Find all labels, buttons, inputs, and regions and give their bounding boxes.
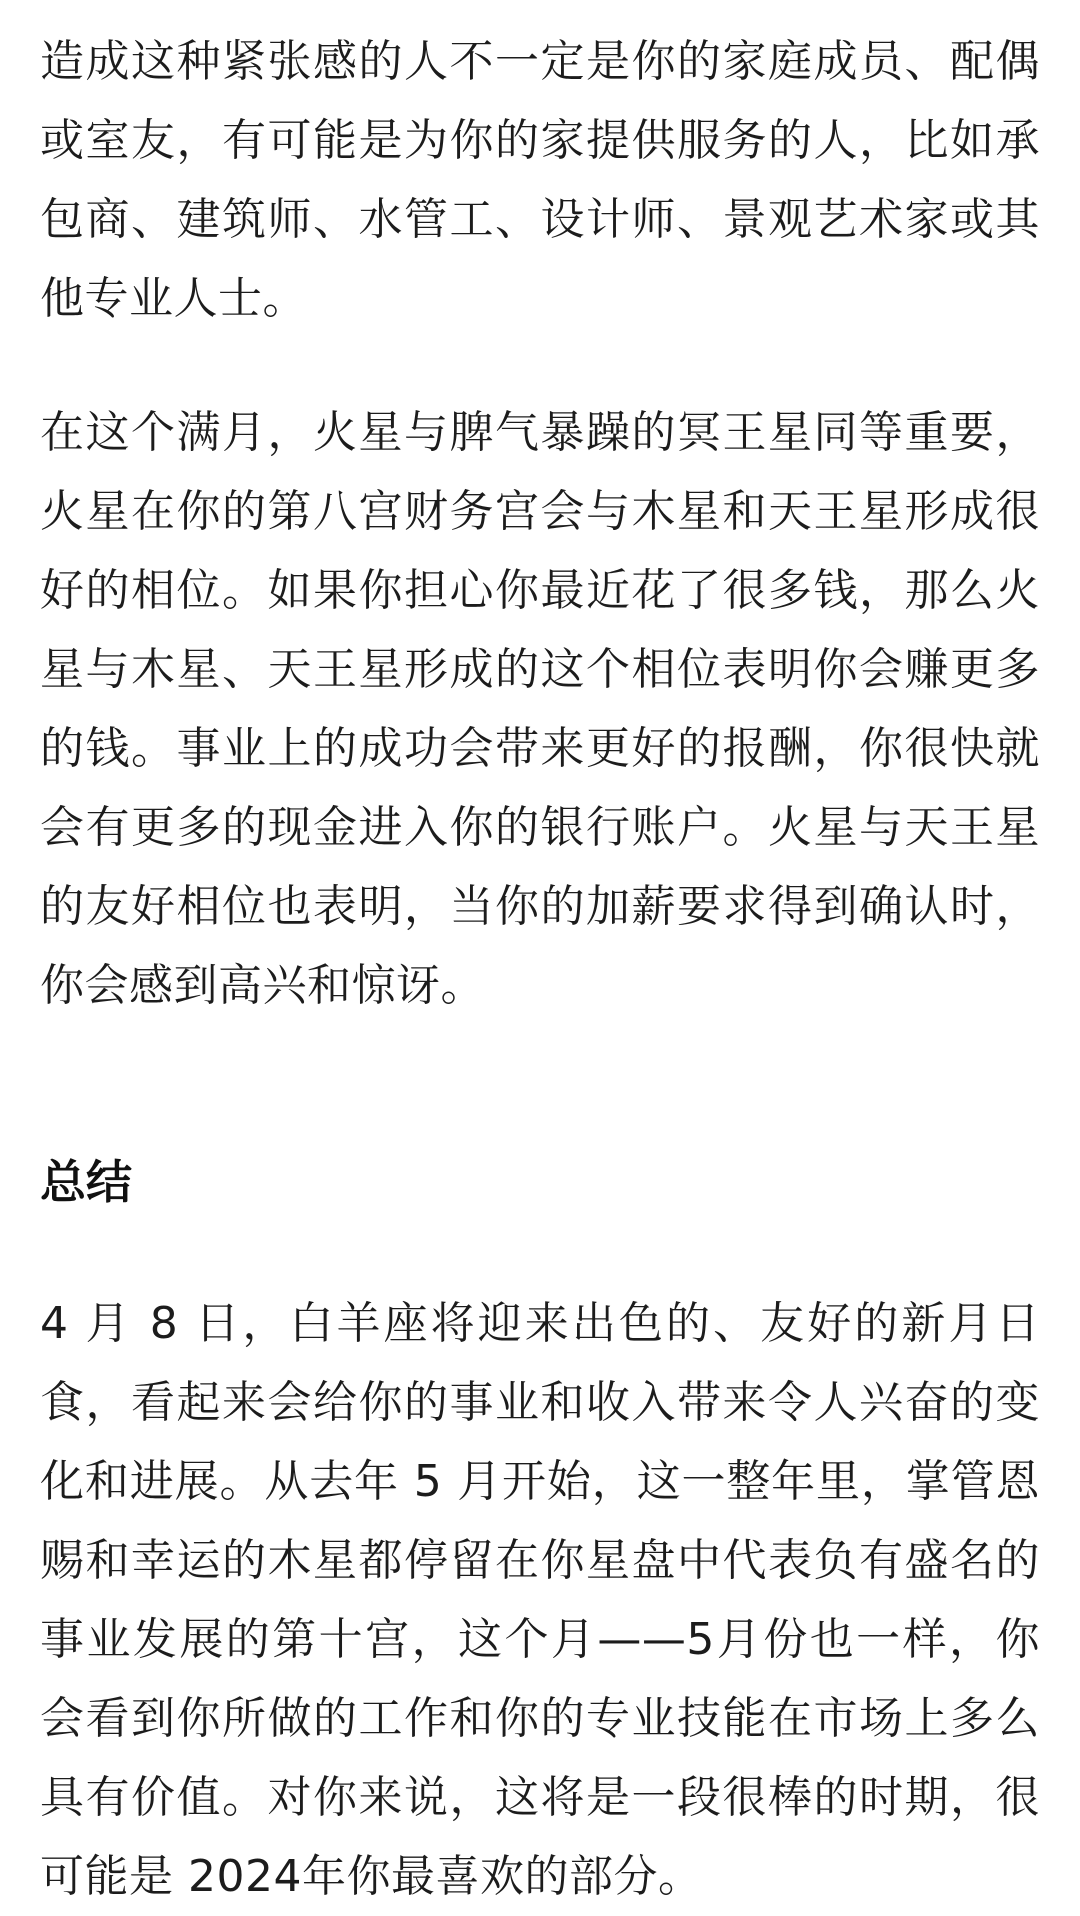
- section-heading-summary: 总结: [40, 1155, 132, 1209]
- article-paragraph: 造成这种紧张感的人不一定是你的家庭成员、配偶或室友，有可能是为你的家提供服务的人，比如承包商、建筑师、水管工、设计师、景观艺术家或其他专业人士。: [40, 36, 1040, 324]
- article-paragraph: 在这个满月，火星与脾气暴躁的冥王星同等重要，火星在你的第八宫财务宫会与木星和天王星形成很好的相位。如果你担心你最近花了很多钱，那么火星与木星、天王星形成的这个相位表明你会赚更多的钱。事业上的成功会带来更好的报酬，你很快就会有更多的现金进入你的银行账户。火星与天王星的友好相位也表明，当你的加薪要求得到确认时，你会感到高兴和惊讶。: [40, 407, 1040, 1011]
- summary-paragraph: 4 月 8 日，白羊座将迎来出色的、友好的新月日食，看起来会给你的事业和收入带来令人兴奋的变化和进展。从去年 5 月开始，这一整年里，掌管恩赐和幸运的木星都停留在你星盘中代表负有盛名的事业发展的第十宫，这个月——5月份也一样，你会看到你所做的工作和你的专业技能在市场上多么具有价值。对你来说，这将是一段很棒的时期，很可能是 2024年你最喜欢的部分。: [40, 1298, 1040, 1902]
- article-body: [40, 22, 1040, 1916]
